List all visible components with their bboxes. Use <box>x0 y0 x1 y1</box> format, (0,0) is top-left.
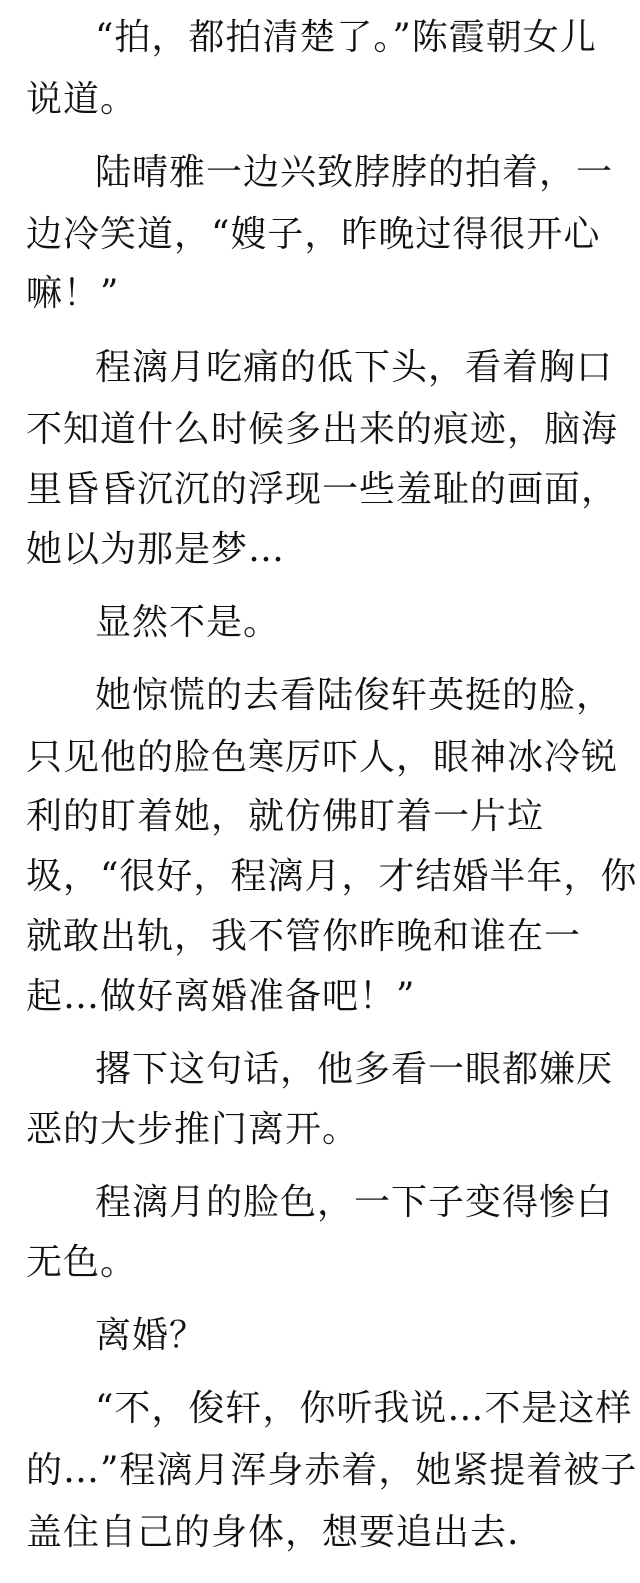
text-line: 她惊慌的去看陆俊轩英挺的脸， <box>95 675 614 716</box>
text-line: 就敢出轨，我不管你昨晚和谁在一 <box>26 916 582 957</box>
text-line: 无色。 <box>26 1242 138 1283</box>
text-line: 撂下这句话，他多看一眼都嫌厌 <box>95 1049 614 1090</box>
text-line: 离婚？ <box>95 1315 207 1356</box>
text-line: 她以为那是梦… <box>26 529 286 570</box>
text-line: 嘛！” <box>26 273 120 314</box>
text-line: 不知道什么时候多出来的痕迹，脑海 <box>26 409 619 450</box>
text-line: 程漓月吃痛的低下头，看着胸口 <box>95 347 614 388</box>
text-line: 盖住自己的身体，想要追出去. <box>26 1512 520 1553</box>
text-line: “不，俊轩，你听我说…不是这样 <box>95 1388 633 1429</box>
text-line: 显然不是。 <box>95 602 281 643</box>
text-line: 程漓月的脸色，一下子变得惨白 <box>95 1182 614 1223</box>
text-line: 只见他的脸色寒厉吓人，眼神冰冷锐 <box>26 737 619 778</box>
text-line: “拍，都拍清楚了。”陈霞朝女儿 <box>95 17 597 58</box>
text-line: 边冷笑道，“嫂子，昨晚过得很开心 <box>26 214 601 255</box>
text-line: 说道。 <box>26 79 138 120</box>
text-line: 圾，“很好，程漓月，才结婚半年，你 <box>26 856 638 897</box>
text-line: 陆晴雅一边兴致脖脖的拍着，一 <box>95 152 614 193</box>
text-line: 里昏昏沉沉的浮现一些羞耻的画面， <box>26 469 619 510</box>
text-line: 利的盯着她，就仿佛盯着一片垃 <box>26 796 545 837</box>
text-line: 起…做好离婚准备吧！” <box>26 976 416 1017</box>
text-line: 的…”程漓月浑身赤着，她紧提着被子 <box>26 1450 638 1491</box>
text-line: 恶的大步推门离开。 <box>26 1109 360 1150</box>
